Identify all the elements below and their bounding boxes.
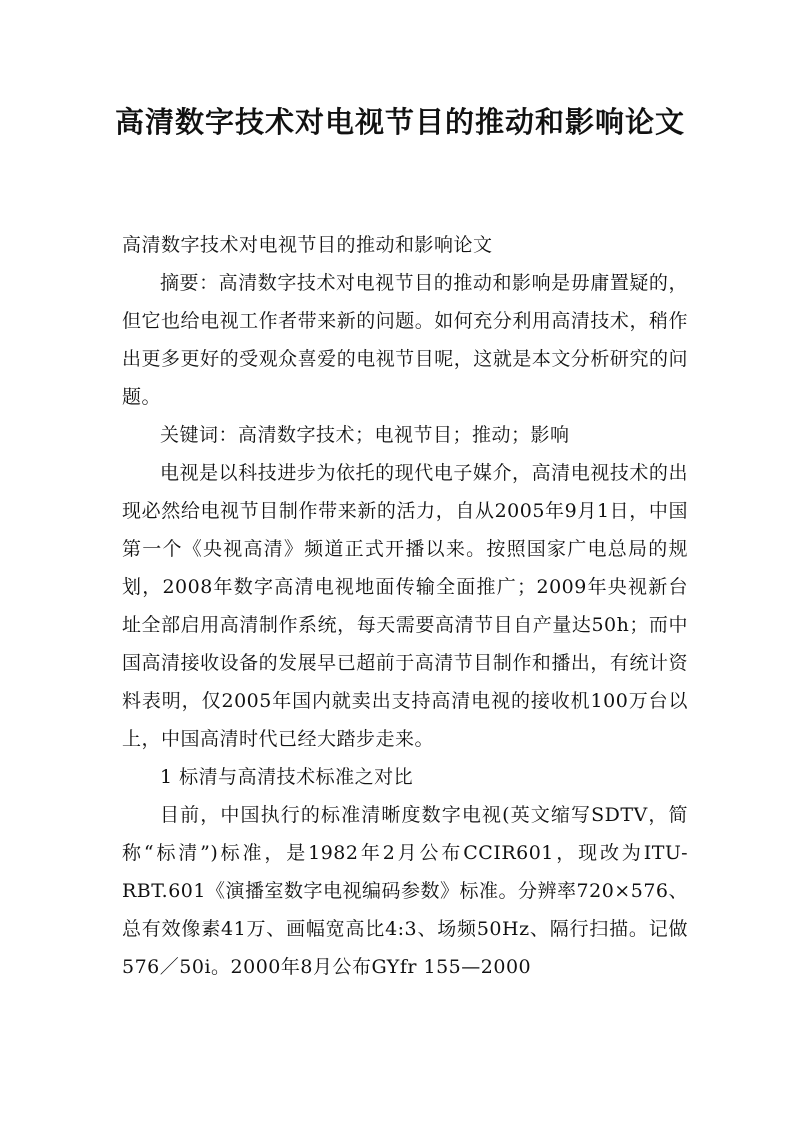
document-body — [122, 226, 688, 986]
keywords-line: 关键词：高清数字技术；电视节目；推动；影响 — [160, 424, 570, 446]
body-paragraph: 目前，中国执行的标准清晰度数字电视(英文缩写SDTV，简称“标清”)标准，是1982年2月公布CCIR601，现改为ITU-RBT.601《演播室数字电视编码参数》标准。分辨率720×576、总有效像素41万、画幅宽高比4:3、场频50Hz、隔行扫描。记做576／50i。2000年8月公布GYfr 155—2000 — [122, 804, 688, 978]
body-paragraph: 电视是以科技进步为依托的现代电子媒介，高清电视技术的出现必然给电视节目制作带来新的活力，自从2005年9月1日，中国第一个《央视高清》频道正式开播以来。按照国家广电总局的规划，2008年数字高清电视地面传输全面推广；2009年央视新台址全部启用高清制作系统，每天需要高清节目自产量达50h；而中国高清接收设备的发展早已超前于高清节目制作和播出，有统计资料表明，仅2005年国内就卖出支持高清电视的接收机100万台以上，中国高清时代已经大踏步走来。 — [122, 462, 688, 750]
document-title: 高清数字技术对电视节目的推动和影响论文 — [114, 105, 685, 139]
section-heading: 1 标清与高清技术标准之对比 — [160, 766, 414, 788]
subtitle-line: 高清数字技术对电视节目的推动和影响论文 — [122, 234, 493, 256]
abstract-paragraph: 摘要：高清数字技术对电视节目的推动和影响是毋庸置疑的，但它也给电视工作者带来新的问题。如何充分利用高清技术，稍作出更多更好的受观众喜爱的电视节目呢，这就是本文分析研究的问题。 — [122, 272, 688, 408]
